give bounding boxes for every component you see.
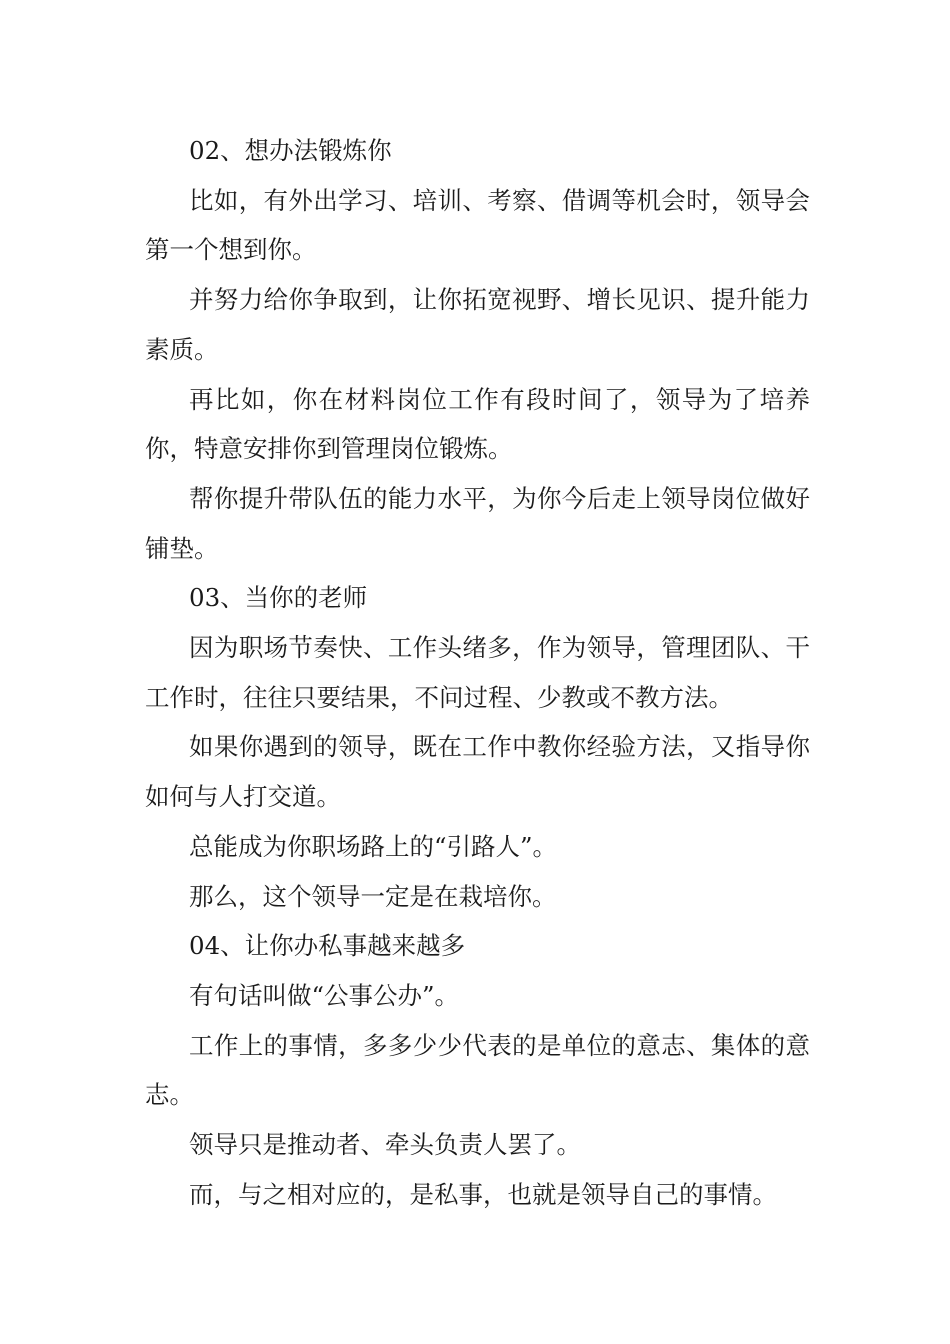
section-heading: 03、当你的老师 <box>189 583 368 613</box>
paragraph: 领导只是推动者、牵头负责人罢了。 <box>189 1130 581 1160</box>
paragraph: 总能成为你职场路上的“引路人”。 <box>189 831 558 861</box>
paragraph: 有句话叫做“公事公办”。 <box>189 980 460 1010</box>
paragraph: 如果你遇到的领导，既在工作中教你经验方法，又指导你如何与人打交道。 <box>145 732 810 812</box>
paragraph: 帮你提升带队伍的能力水平，为你今后走上领导岗位做好铺垫。 <box>145 483 810 563</box>
paragraph: 再比如，你在材料岗位工作有段时间了，领导为了培养你，特意安排你到管理岗位锻炼。 <box>145 384 810 464</box>
paragraph: 而，与之相对应的，是私事，也就是领导自己的事情。 <box>189 1179 777 1209</box>
paragraph: 比如，有外出学习、培训、考察、借调等机会时，领导会第一个想到你。 <box>145 185 810 265</box>
paragraph: 因为职场节奏快、工作头绪多，作为领导，管理团队、干工作时，往往只要结果，不问过程、少教或不教方法。 <box>145 633 810 712</box>
section-heading: 02、想办法锻炼你 <box>189 136 392 165</box>
section-heading: 04、让你办私事越来越多 <box>189 931 466 961</box>
document-body <box>145 126 810 1219</box>
paragraph: 并努力给你争取到，让你拓宽视野、增长见识、提升能力素质。 <box>145 285 810 364</box>
paragraph: 那么，这个领导一定是在栽培你。 <box>189 881 557 911</box>
paragraph: 工作上的事情，多多少少代表的是单位的意志、集体的意志。 <box>145 1030 810 1110</box>
